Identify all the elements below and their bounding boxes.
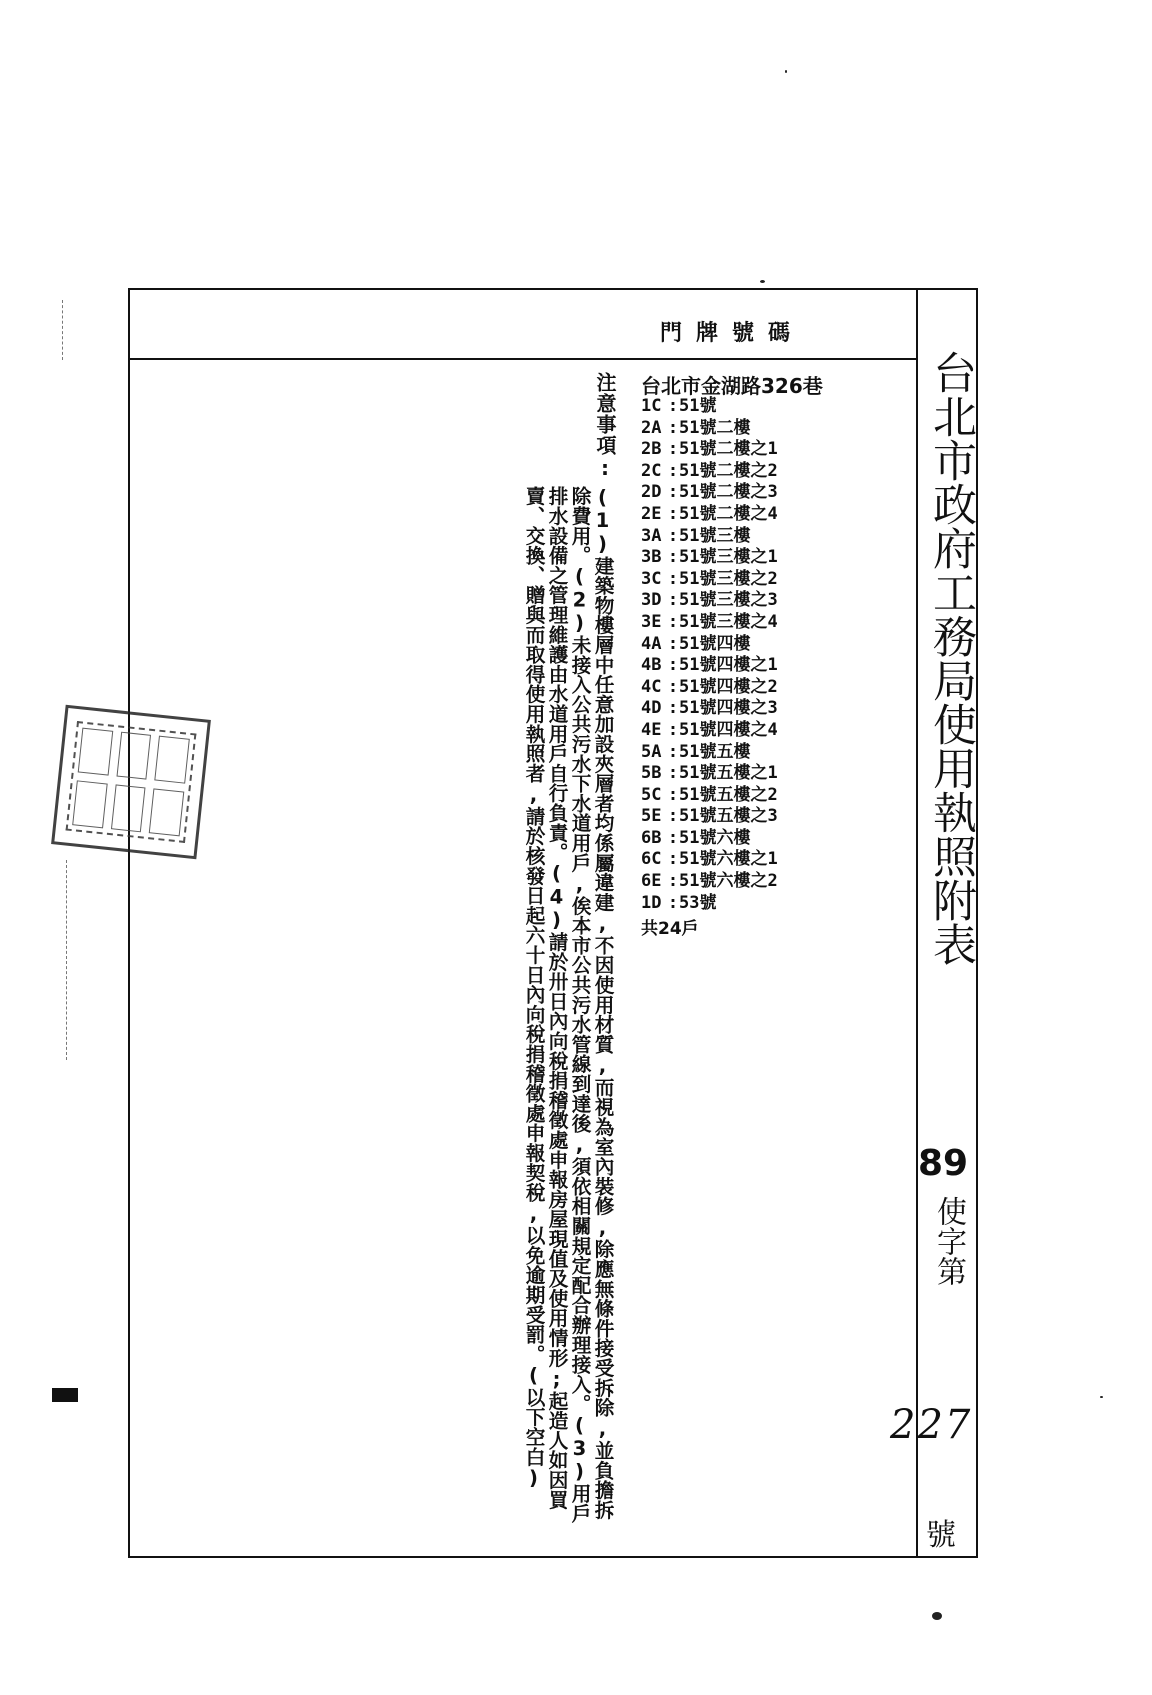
unit-row	[641, 612, 778, 634]
unit-separator: :	[667, 482, 679, 503]
unit-row	[641, 763, 778, 785]
unit-detail: 53號	[679, 892, 717, 913]
unit-detail: 51號二樓之1	[679, 439, 778, 460]
unit-separator: :	[667, 547, 679, 568]
unit-detail: 51號四樓	[679, 633, 751, 654]
unit-code: 5A	[641, 741, 662, 762]
unit-row	[641, 893, 778, 915]
unit-separator: :	[667, 417, 679, 438]
unit-code: 3A	[641, 525, 662, 546]
document-title: 台北市政府工務局使用執照附表	[925, 350, 976, 966]
unit-detail: 51號二樓之3	[679, 482, 778, 503]
unit-detail: 51號六樓之2	[679, 871, 778, 892]
unit-code: 6C	[641, 849, 662, 870]
unit-separator: :	[667, 590, 679, 611]
seal-glyph-block	[72, 780, 107, 828]
unit-row	[641, 439, 778, 461]
scan-speck	[1100, 1396, 1103, 1398]
unit-row	[641, 418, 778, 440]
scan-margin-line	[62, 300, 63, 360]
unit-detail: 51號五樓之2	[679, 784, 778, 805]
unit-row	[641, 547, 778, 569]
unit-detail: 51號五樓之3	[679, 806, 778, 827]
unit-code: 6E	[641, 871, 662, 892]
unit-row	[641, 526, 778, 548]
unit-detail: 51號六樓	[679, 827, 751, 848]
unit-code: 2B	[641, 439, 662, 460]
unit-code: 5E	[641, 806, 662, 827]
permit-number: 227	[890, 1402, 973, 1448]
unit-detail: 51號三樓之2	[679, 568, 778, 589]
unit-row	[641, 720, 778, 742]
unit-separator: :	[667, 784, 679, 805]
unit-separator: :	[667, 396, 679, 416]
unit-row	[641, 871, 778, 893]
seal-glyph-block	[116, 732, 151, 780]
unit-separator: :	[667, 719, 679, 740]
unit-code: 3E	[641, 611, 662, 632]
unit-total: 共24戶	[641, 919, 699, 939]
unit-separator: :	[667, 849, 679, 870]
permit-suffix: 號	[926, 1518, 956, 1553]
permit-prefix: 使字第	[931, 1196, 966, 1286]
notes-body: (1)建築物樓層中任意加設夾層者均係屬違建,不因使用材質,而視為室內裝修,除應無條件接受拆除,並負擔拆除費用。(2)未接入公共污水下水道用戶,俟本市公共污水管線到達後,須依相關規定配合辦理接入。(3)用戶排水設備之管理維護由水道用戶自行負責。(4)請於卅日內向稅捐稽徵處申報房屋現值及使用情形;起造人如因買賣、交換、贈與而取得使用執照者,請於核發日起六十日內向稅捐稽徵處申報契稅,以免逾期受罰。(以下空白)	[522, 486, 614, 1523]
scan-margin-line	[66, 860, 67, 1060]
unit-code: 4E	[641, 719, 662, 740]
seal-glyph-block	[155, 736, 190, 784]
unit-detail: 51號三樓之3	[679, 590, 778, 611]
unit-row	[641, 785, 778, 807]
header-rule	[128, 358, 918, 360]
unit-separator: :	[667, 892, 679, 913]
unit-detail: 51號四樓之1	[679, 655, 778, 676]
unit-code: 4B	[641, 655, 662, 676]
unit-row	[641, 677, 778, 699]
unit-code: 3D	[641, 590, 662, 611]
unit-detail: 51號二樓	[679, 417, 751, 438]
unit-row	[641, 806, 778, 828]
unit-detail: 51號	[679, 396, 717, 416]
unit-code: 6B	[641, 827, 662, 848]
unit-code: 2D	[641, 482, 662, 503]
binding-mark	[52, 1388, 78, 1402]
unit-detail: 51號二樓之2	[679, 460, 778, 481]
unit-row	[641, 634, 778, 656]
official-seal-stamp	[51, 705, 211, 859]
unit-code: 1C	[641, 396, 662, 416]
unit-separator: :	[667, 633, 679, 654]
unit-row	[641, 461, 778, 483]
scan-speck	[785, 70, 787, 73]
notes-title: 注意事項:	[593, 372, 617, 481]
unit-code: 5B	[641, 763, 662, 784]
unit-row	[641, 698, 778, 720]
unit-separator: :	[667, 806, 679, 827]
unit-separator: :	[667, 698, 679, 719]
unit-separator: :	[667, 460, 679, 481]
unit-separator: :	[667, 439, 679, 460]
unit-code: 2C	[641, 460, 662, 481]
unit-code: 4D	[641, 698, 662, 719]
unit-code: 2A	[641, 417, 662, 438]
unit-row	[641, 396, 778, 418]
address-street: 台北市金湖路326巷	[641, 374, 823, 398]
unit-separator: :	[667, 611, 679, 632]
unit-separator: :	[667, 871, 679, 892]
unit-row	[641, 590, 778, 612]
unit-separator: :	[667, 503, 679, 524]
unit-row	[641, 828, 778, 850]
unit-detail: 51號三樓	[679, 525, 751, 546]
unit-code: 4C	[641, 676, 662, 697]
seal-glyph-block	[111, 784, 146, 832]
unit-separator: :	[667, 568, 679, 589]
unit-separator: :	[667, 655, 679, 676]
unit-separator: :	[667, 525, 679, 546]
unit-row	[641, 655, 778, 677]
header-title: 門牌號碼	[660, 321, 805, 346]
unit-row	[641, 849, 778, 871]
unit-detail: 51號六樓之1	[679, 849, 778, 870]
unit-detail: 51號四樓之2	[679, 676, 778, 697]
unit-separator: :	[667, 676, 679, 697]
scan-speck	[932, 1612, 942, 1620]
unit-separator: :	[667, 827, 679, 848]
unit-detail: 51號五樓之1	[679, 763, 778, 784]
unit-separator: :	[667, 741, 679, 762]
unit-separator: :	[667, 763, 679, 784]
unit-code: 1D	[641, 892, 662, 913]
scan-speck	[760, 280, 765, 283]
unit-code: 3C	[641, 568, 662, 589]
column-divider	[916, 288, 918, 1558]
unit-row	[641, 742, 778, 764]
unit-detail: 51號二樓之4	[679, 503, 778, 524]
unit-detail: 51號四樓之4	[679, 719, 778, 740]
unit-code: 4A	[641, 633, 662, 654]
permit-year: 89	[918, 1143, 969, 1184]
unit-code: 3B	[641, 547, 662, 568]
unit-detail: 51號五樓	[679, 741, 751, 762]
seal-glyph-block	[78, 728, 113, 776]
unit-row	[641, 569, 778, 591]
unit-detail: 51號四樓之3	[679, 698, 778, 719]
unit-row	[641, 482, 778, 504]
unit-list	[641, 396, 778, 914]
unit-row	[641, 504, 778, 526]
unit-detail: 51號三樓之4	[679, 611, 778, 632]
seal-pattern	[66, 721, 197, 843]
unit-code: 2E	[641, 503, 662, 524]
seal-glyph-block	[149, 788, 184, 836]
unit-detail: 51號三樓之1	[679, 547, 778, 568]
unit-code: 5C	[641, 784, 662, 805]
